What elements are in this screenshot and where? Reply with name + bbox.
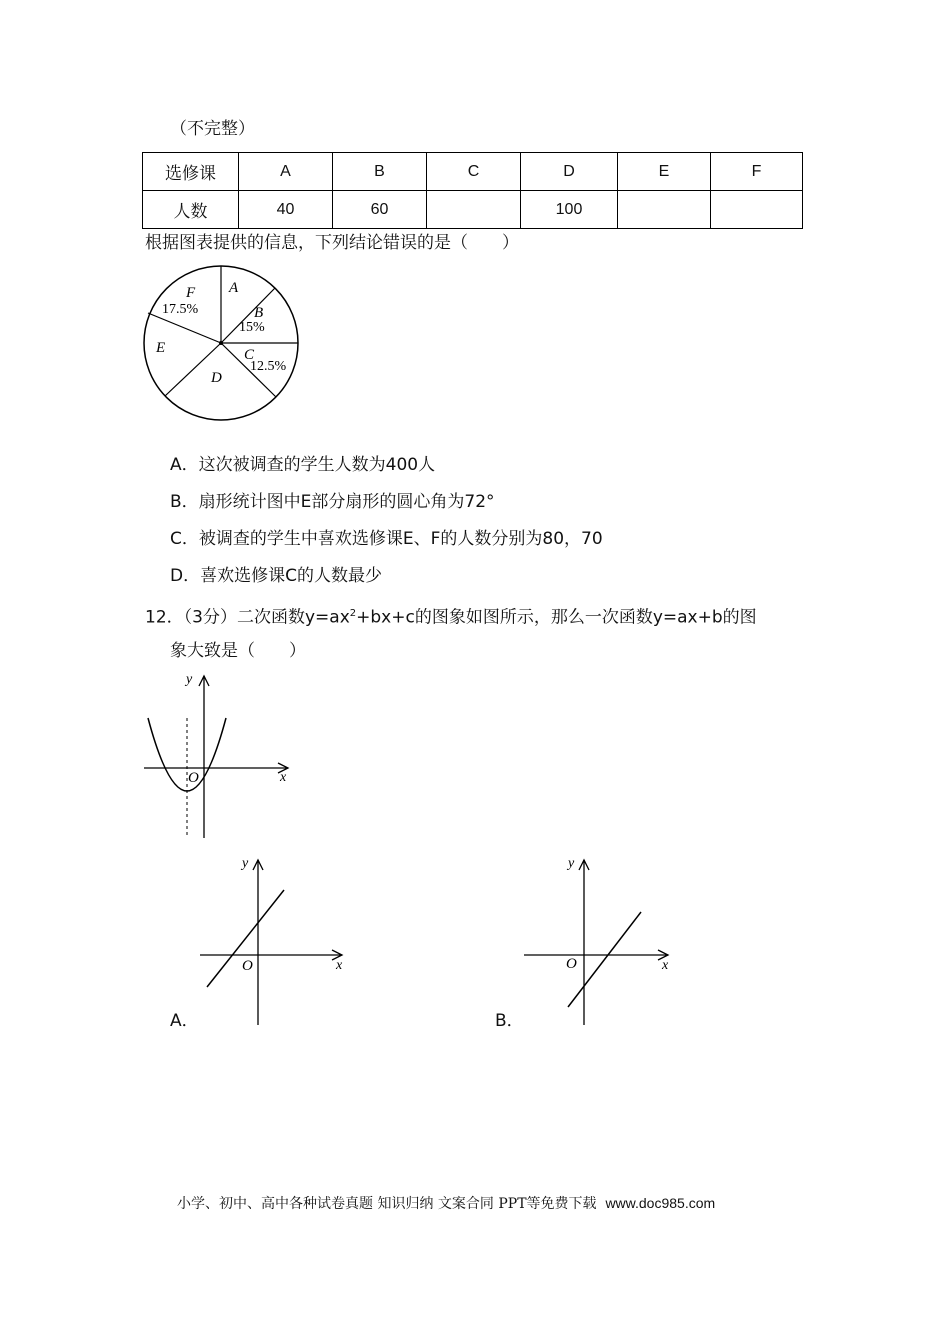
table-cell: A	[239, 153, 333, 191]
table-cell: F	[711, 153, 803, 191]
pie-label-b: B	[254, 305, 264, 321]
table-cell: B	[333, 153, 427, 191]
table-cell: 60	[333, 191, 427, 229]
linear-function-line	[568, 912, 641, 1007]
q12-stem	[145, 603, 757, 629]
course-table	[142, 152, 803, 229]
q12-score: （3分）二次函数	[183, 607, 305, 628]
pie-percent-f: 17.5%	[162, 302, 199, 317]
origin-label: O	[242, 958, 253, 974]
q11-option-a: A．这次被调查的学生人数为400人	[170, 455, 436, 475]
table-cell: E	[618, 153, 711, 191]
q12-eq1-rest: +bx+c	[356, 607, 415, 628]
option-a-label: A．	[170, 1011, 199, 1031]
table-cell: 选修课	[143, 153, 239, 191]
table-cell: 40	[239, 191, 333, 229]
pie-label-e: E	[156, 340, 166, 356]
table-cell	[618, 191, 711, 229]
page-footer	[177, 1193, 715, 1213]
pie-label-f: F	[186, 285, 196, 301]
pie-label-a: A	[229, 280, 239, 296]
pie-chart	[140, 262, 302, 424]
q12-stem-line2: 象大致是（ ）	[170, 641, 306, 661]
option-b-graph	[520, 852, 675, 1027]
q11-stem: 根据图表提供的信息，下列结论错误的是（ ）	[145, 233, 519, 253]
x-axis-label: x	[336, 958, 343, 973]
option-a-graph	[196, 852, 348, 1027]
table-cell: D	[521, 153, 618, 191]
incomplete-note: （不完整）	[170, 119, 255, 139]
x-axis-label: x	[662, 958, 669, 973]
x-axis-label: x	[280, 770, 287, 785]
q12-eq1: y=ax	[304, 607, 350, 628]
parabola-graph	[140, 668, 295, 840]
q11-option-d: D．喜欢选修课C的人数最少	[170, 566, 382, 586]
table-cell	[711, 191, 803, 229]
pie-divider	[148, 313, 221, 343]
q11-option-c: C．被调查的学生中喜欢选修课E、F的人数分别为80，70	[170, 529, 603, 549]
table-cell: 100	[521, 191, 618, 229]
q12-mid-text: 的图象如图所示，那么一次函数	[414, 607, 653, 628]
footer-url[interactable]: www.doc985.com	[605, 1195, 716, 1211]
pie-label-c: C	[244, 347, 255, 363]
q12-tail: 的图	[722, 607, 757, 628]
pie-percent-c: 12.5%	[250, 359, 287, 374]
q11-option-b: B．扇形统计图中E部分扇形的圆心角为72°	[170, 492, 495, 512]
origin-label: O	[188, 770, 199, 786]
pie-center	[219, 341, 223, 345]
option-b-label: B．	[495, 1011, 524, 1031]
table-cell: 人数	[143, 191, 239, 229]
table-cell: C	[427, 153, 521, 191]
pie-label-d: D	[211, 370, 222, 386]
q12-eq2: y=ax+b	[652, 607, 723, 628]
y-axis-label: y	[568, 856, 575, 871]
footer-text: 小学、初中、高中各种试卷真题 知识归纳 文案合同 PPT等免费下载	[177, 1196, 597, 1212]
table-row	[143, 191, 803, 229]
q12-eq1-exponent: 2	[349, 608, 357, 619]
table-cell	[427, 191, 521, 229]
table-row	[143, 153, 803, 191]
pie-percent-b: 15%	[239, 320, 265, 335]
origin-label: O	[566, 956, 577, 972]
y-axis-label: y	[242, 856, 249, 871]
q12-number: 12．	[145, 607, 184, 628]
y-axis-label: y	[186, 672, 193, 687]
